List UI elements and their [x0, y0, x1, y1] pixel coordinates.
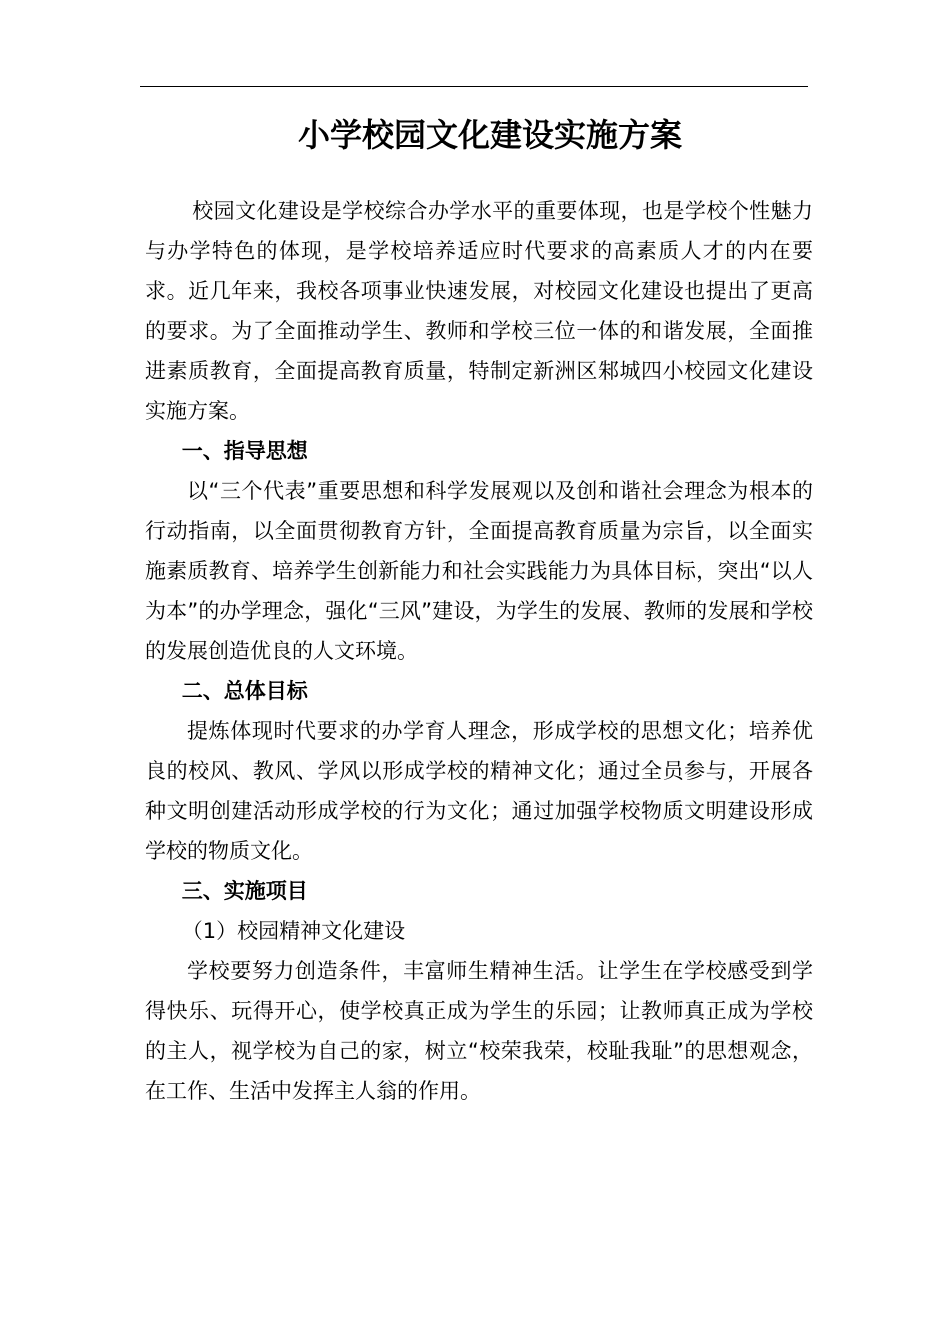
document-title: 小学校园文化建设实施方案 [297, 116, 682, 155]
section-heading-overall-goals: 二、总体目标 [181, 679, 308, 703]
header-rule [140, 86, 808, 87]
section-heading-implementation-items: 三、实施项目 [181, 879, 308, 903]
document-body [145, 191, 813, 1111]
subsection-paragraph-spiritual-culture: 学校要努力创造条件，丰富师生精神生活。让学生在学校感受到学得快乐、玩得开心，使学校真正成为学生的乐园；让教师真正成为学校的主人，视学校为自己的家，树立“校荣我荣，校耻我耻”的思想观念，在工作、生活中发挥主人翁的作用。 [145, 959, 813, 1103]
section-heading-guiding-ideology: 一、指导思想 [181, 439, 308, 463]
section-paragraph-guiding-ideology: 以“三个代表”重要思想和科学发展观以及创和谐社会理念为根本的行动指南，以全面贯彻教育方针，全面提高教育质量为宗旨，以全面实施素质教育、培养学生创新能力和社会实践能力为具体目标，突出“以人为本”的办学理念，强化“三风”建设，为学生的发展、教师的发展和学校的发展创造优良的人文环境。 [145, 479, 813, 663]
subsection-heading-spiritual-culture: （1）校园精神文化建设 [181, 919, 406, 943]
section-paragraph-overall-goals: 提炼体现时代要求的办学育人理念，形成学校的思想文化；培养优良的校风、教风、学风以形成学校的精神文化；通过全员参与，开展各种文明创建活动形成学校的行为文化；通过加强学校物质文明建设形成学校的物质文化。 [145, 719, 813, 863]
intro-paragraph: 校园文化建设是学校综合办学水平的重要体现，也是学校个性魅力与办学特色的体现，是学校培养适应时代要求的高素质人才的内在要求。近几年来，我校各项事业快速发展，对校园文化建设也提出了更高的要求。为了全面推动学生、教师和学校三位一体的和谐发展，全面推进素质教育，全面提高教育质量，特制定新洲区邾城四小校园文化建设实施方案。 [145, 199, 813, 423]
